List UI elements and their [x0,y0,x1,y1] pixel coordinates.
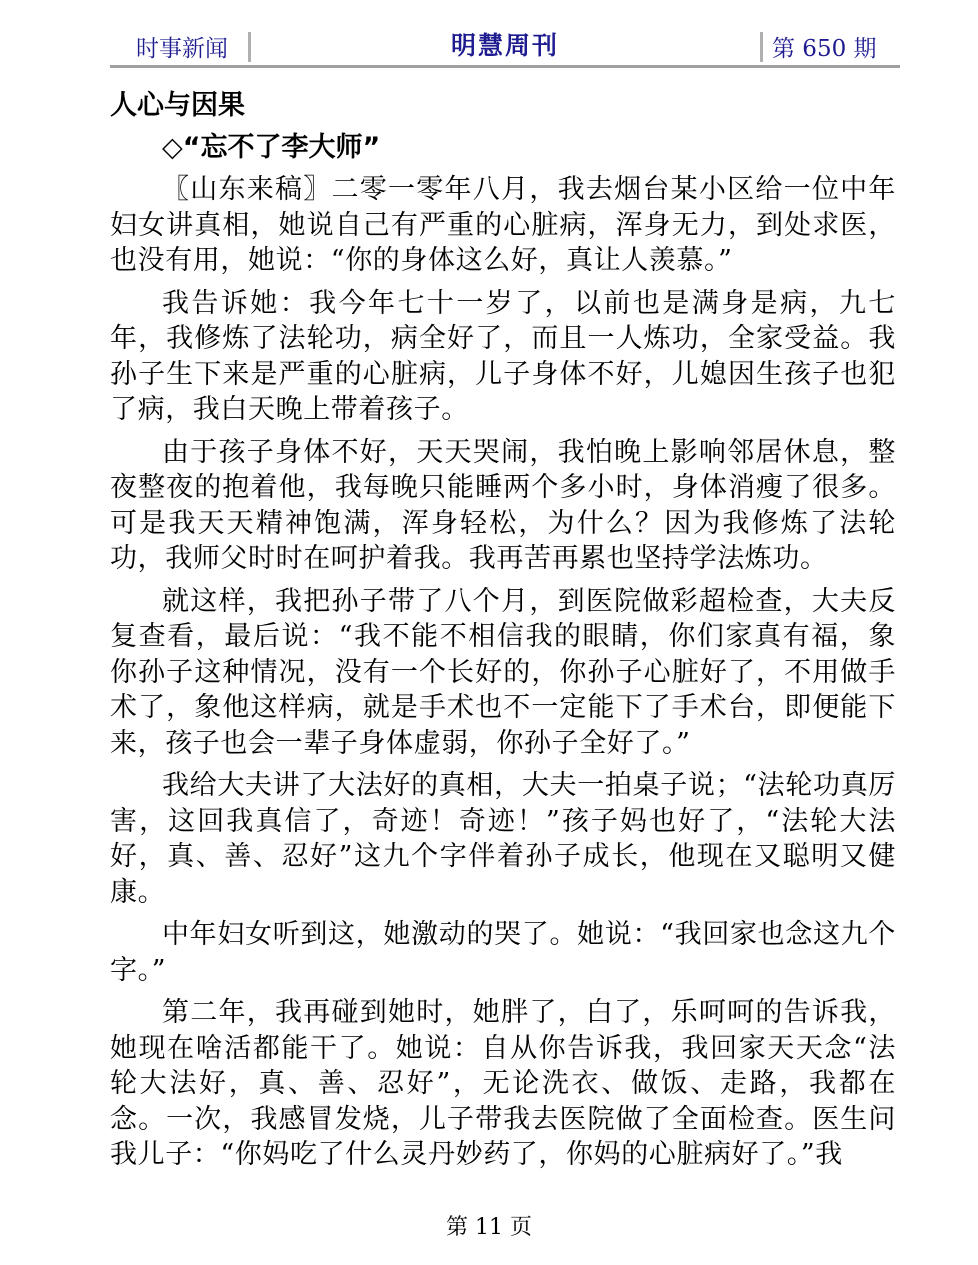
paragraph: 由于孩子身体不好，天天哭闹，我怕晚上影响邻居休息，整夜整夜的抱着他，我每晚只能睡两个多小时，身体消瘦了很多。可是我天天精神饱满，浑身轻松，为什么？因为我修炼了法轮功，我师父时时在呵护着我。我再苦再累也坚持学法炼功。 [110,436,896,574]
paragraph: 我给大夫讲了大法好的真相，大夫一拍桌子说；“法轮功真厉害，这回我真信了，奇迹！奇迹！”孩子妈也好了，“法轮大法好，真、善、忍好”这九个字伴着孙子成长，他现在又聪明又健康。 [110,770,896,908]
column-label: 时事新闻 [136,36,228,62]
paragraph: 就这样，我把孙子带了八个月，到医院做彩超检查，大夫反复查看，最后说：“我不能不相信我的眼睛，你们家真有福，象你孙子这种情况，没有一个长好的，你孙子心脏好了，不用做手术了，象他这样病，就是手术也不一定能下了手术台，即便能下来，孩子也会一辈子身体虚弱，你孙子全好了。” [110,585,896,759]
section-title: 人心与因果 [110,90,245,121]
paragraph: 〖山东来稿〗二零一零年八月，我去烟台某小区给一位中年妇女讲真相，她说自己有严重的心脏病，浑身无力，到处求医，也没有用，她说：“你的身体这么好，真让人羡慕。” [110,174,896,276]
page-number: 第 11 页 [446,1215,532,1240]
header-rule [110,65,900,68]
paragraph: 第二年，我再碰到她时，她胖了，白了，乐呵呵的告诉我，她现在啥活都能干了。她说：自从你告诉我，我回家天天念“法轮大法好，真、善、忍好”，无论洗衣、做饭、走路，我都在念。一次，我感冒发烧，儿子带我去医院做了全面检查。医生问我儿子：“你妈吃了什么灵丹妙药了，你妈的心脏病好了。”我 [110,997,896,1170]
page-header [110,24,900,68]
header-divider-right [760,32,763,62]
article-subtitle: ◇“忘不了李大师” [162,132,381,163]
paragraph: 中年妇女听到这，她激动的哭了。她说：“我回家也念这九个字。” [110,919,896,986]
publication-title: 明慧周刊 [450,31,559,60]
paragraph: 我告诉她：我今年七十一岁了，以前也是满身是病，九七年，我修炼了法轮功，病全好了，而且一人炼功，全家受益。我孙子生下来是严重的心脏病，儿子身体不好，儿媳因生孩子也犯了病，我白天晚上带着孩子。 [110,287,896,425]
issue-number: 第 650 期 [772,36,877,62]
article-body [110,86,896,1180]
